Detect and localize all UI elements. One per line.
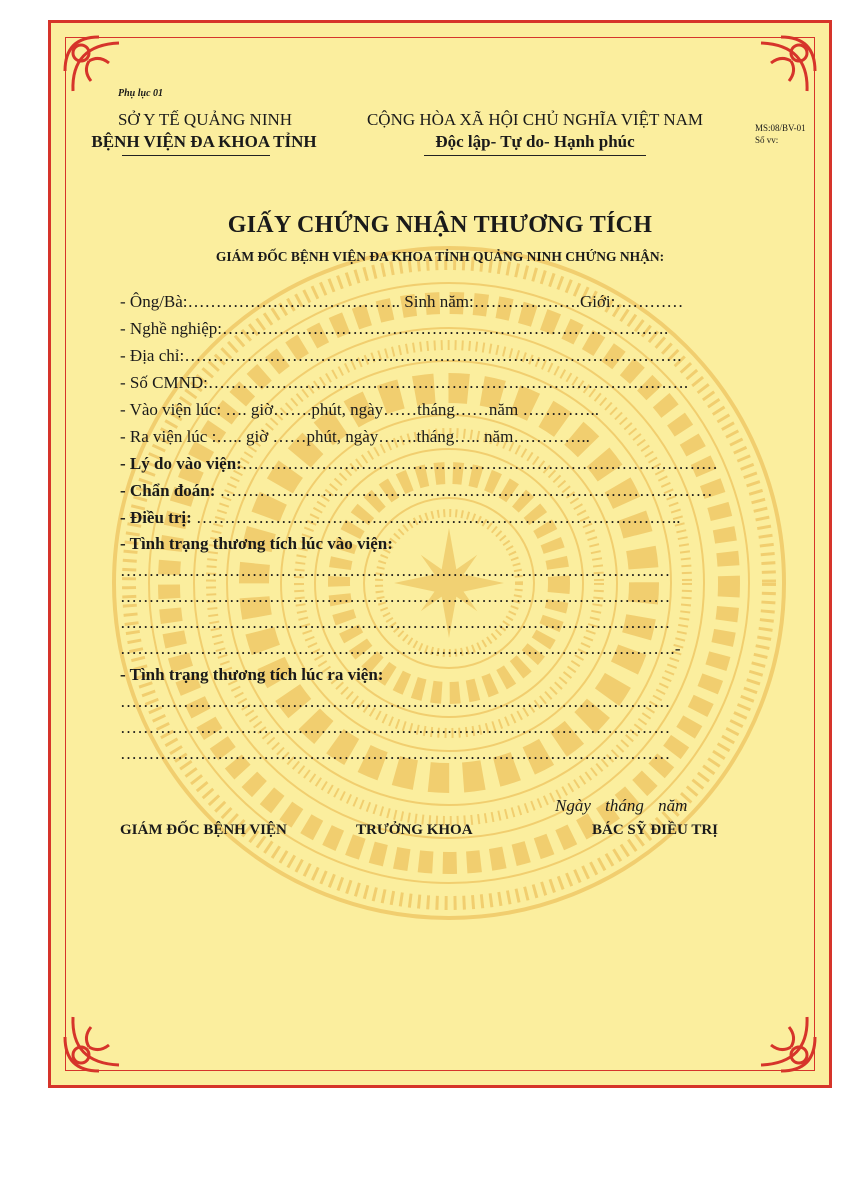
admit-status-line: …………………………………………………………………………………… (120, 613, 671, 632)
discharge-status-label: - Tình trạng thương tích lúc ra viện: (120, 665, 384, 684)
discharge-status-line: …………………………………………………………………………………… (120, 744, 671, 763)
doc-number: Số vv: (755, 135, 779, 145)
director-signature-label: GIÁM ĐỐC BỆNH VIỆN (120, 822, 287, 838)
field-id-card: - Số CMND:…………………………………………………………………………. (120, 373, 689, 392)
field-address: - Địa chỉ:……………………………………………………………………………. (120, 346, 682, 365)
bronze-drum-watermark (109, 243, 789, 923)
field-reason (120, 454, 718, 474)
republic-name: CỘNG HÒA XÃ HỘI CHỦ NGHĨA VIỆT NAM (366, 110, 704, 129)
discharge-status-line: …………………………………………………………………………………… (120, 718, 671, 737)
certificate-sheet (48, 20, 832, 1088)
diagnosis-dots: …………………………………………………………………………… (219, 481, 713, 500)
corner-ornament-icon (59, 997, 139, 1077)
field-admission-time: - Vào viện lúc: …. giờ…….phút, ngày……tháng……năm ………….. (120, 400, 599, 419)
admit-status-label: - Tình trạng thương tích lúc vào viện: (120, 534, 393, 553)
corner-ornament-icon (59, 31, 139, 111)
motto-underline (424, 155, 646, 156)
diagnosis-label: - Chẩn đoán: (120, 481, 216, 500)
form-code (755, 122, 806, 146)
form-code-value: MS:08/BV-01 (755, 123, 806, 133)
document-title: GIẤY CHỨNG NHẬN THƯƠNG TÍCH (227, 212, 653, 238)
hospital-underline (122, 155, 270, 156)
treatment-dots: ………………………………………………………………………….. (196, 508, 681, 527)
admit-status-line: …………………………………………………………………………………….- (120, 639, 681, 658)
admit-status-line: …………………………………………………………………………………… (120, 587, 671, 606)
field-discharge-time: - Ra viện lúc :….. giờ ……phút, ngày…….tháng….. năm………….. (120, 427, 590, 446)
admit-status-line: …………………………………………………………………………………… (120, 561, 671, 580)
national-motto: Độc lập- Tự do- Hạnh phúc (435, 132, 635, 151)
field-treatment (120, 508, 681, 528)
treatment-label: - Điều trị: (120, 508, 192, 527)
corner-ornament-icon (741, 997, 821, 1077)
discharge-status-line: …………………………………………………………………………………… (120, 692, 671, 711)
department-name: SỞ Y TẾ QUẢNG NINH (117, 110, 293, 129)
corner-ornament-icon (741, 31, 821, 111)
field-occupation: - Nghề nghiệp:……………………………………………………………………. (120, 319, 669, 338)
reason-label: - Lý do vào viện: (120, 454, 242, 473)
field-diagnosis (120, 481, 713, 501)
head-dept-signature-label: TRƯỞNG KHOA (356, 822, 473, 838)
field-name: - Ông/Bà:……………………………….. Sinh năm:……………….Giới:………… (120, 292, 684, 311)
reason-dots: ………………………………………………………………………… (241, 454, 718, 473)
doctor-signature-label: BÁC SỸ ĐIỀU TRỊ (592, 822, 719, 838)
appendix-label: Phụ lục 01 (118, 88, 164, 99)
document-subtitle: GIÁM ĐỐC BỆNH VIỆN ĐA KHOA TỈNH QUẢNG NINH CHỨNG NHẬN: (215, 249, 665, 264)
signature-date: Ngày tháng năm (555, 796, 688, 815)
hospital-name: BỆNH VIỆN ĐA KHOA TỈNH (91, 132, 317, 151)
